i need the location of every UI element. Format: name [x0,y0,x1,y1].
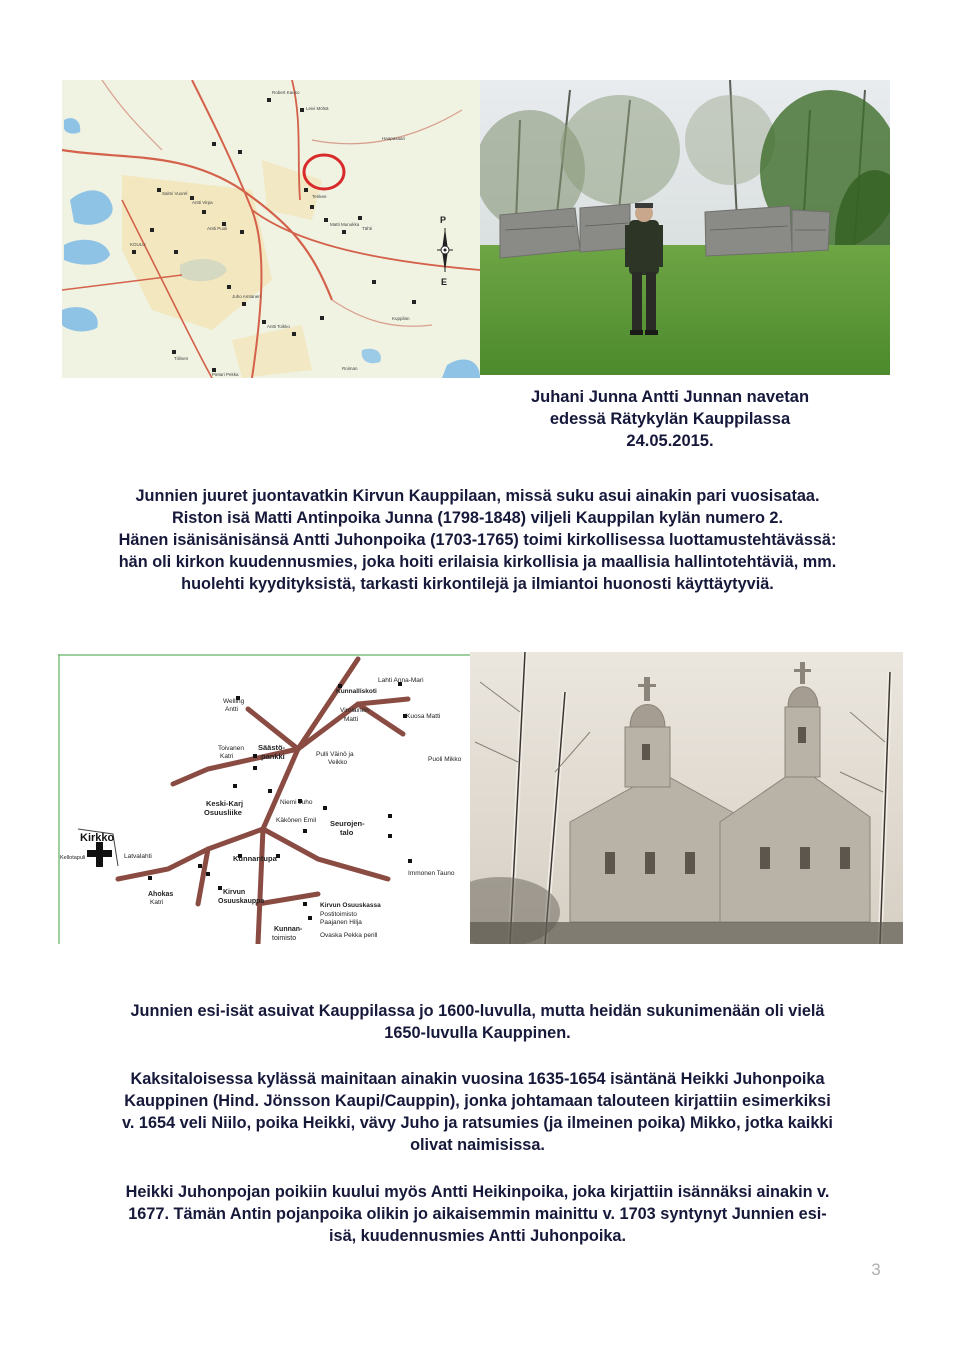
svg-text:Kuppilan: Kuppilan [392,316,410,321]
paragraph-line: 1677. Tämän Antin pojanpoika olikin jo aikaisemmin mainittu v. 1703 syntynyt Junnien esi- [128,1205,827,1223]
label-immonen: Immonen Tauno [408,870,455,877]
paragraph-line: v. 1654 veli Niilo, poika Heikki, vävy Juho ja ratsumies (ja ilmeinen poika) Mikko, jotka kaikki [122,1114,833,1132]
label-osuusliike: Osuusliike [204,808,242,817]
compass-north-label: P [440,215,447,225]
label-kunnan: Kunnan- [274,926,303,933]
svg-text:Tiilinen: Tiilinen [174,356,189,361]
label-kuosa: Kuosa Matti [406,713,441,720]
paragraph-line: Riston isä Matti Antinpoika Junna (1798-1848) viljeli Kauppilan kylän numero 2. [172,509,783,527]
region-map [62,80,480,378]
svg-text:Roiman: Roiman [342,366,358,371]
paragraph-roots [60,485,895,595]
label-kunnantupa: Kunnantupa [233,854,277,863]
label-matti: Matti [344,716,359,723]
label-welling: Welling [223,698,245,705]
svg-text:Antti Puoli: Antti Puoli [207,226,228,231]
barn-ruin-photo [480,80,890,375]
label-keskikarj: Keski-Karj [206,799,244,808]
paragraph-line: olivat naimisissa. [410,1136,545,1154]
paragraph-line: huolehti kyydityksistä, tarkasti kirkontilejä ja ilmiantoi huonosti käyttäytyviä. [181,575,774,593]
caption-line: 24.05.2015. [626,432,714,450]
caption-line: edessä Rätykylän Kauppilassa [549,410,791,428]
label-saasto: Säästö- [258,743,286,752]
paragraph-ancestors [60,1000,895,1044]
paragraph-village [60,1068,895,1156]
label-kirkko: Kirkko [80,832,115,844]
svg-text:Leivi Mölsä: Leivi Mölsä [306,106,329,111]
svg-text:Antti Toikko: Antti Toikko [267,324,290,329]
paragraph-line: Junnien esi-isät asuivat Kauppilassa jo 1600-luvulla, mutta heidän sukunimenään oli vielä [130,1002,825,1020]
label-talo: talo [340,828,354,837]
label-kirvun-osuuskassa: Kirvun Osuuskassa [320,902,381,909]
label-kirvun: Kirvun [223,889,246,896]
paragraph-line: Junnien juuret juontavatkin Kirvun Kauppilaan, missä suku asui ainakin pari vuosisataa. [135,487,820,505]
svg-text:Pietari Pekka: Pietari Pekka [212,372,239,377]
paragraph-line: Kaksitaloisessa kylässä mainitaan ainakin vuosina 1635-1654 isäntänä Heikki Juhonpoika [130,1070,825,1088]
label-pankki: pankki [261,752,285,761]
page-number: 3 [871,1260,881,1279]
compass-east-label: E [441,277,448,287]
label-niemi: Niemi Juho [280,799,313,806]
label-kakonen: Käkönen Emil [276,817,317,824]
svg-text:Antti Virpa: Antti Virpa [192,200,213,205]
label-ahokas: Ahokas [148,891,174,898]
label-ovaska: Ovaska Pekka perill [320,932,378,939]
village-sketch-map [58,654,472,944]
label-postitoimisto: Postitoimisto [320,911,357,918]
label-toimisto: toimisto [272,935,297,942]
label-kellotapuli: Kellotapuli [60,855,86,861]
paragraph-line: Heikki Juhonpojan poikiin kuului myös Antti Heikinpoika, joka kirjattiin isännäksi ainakin v. [125,1183,830,1201]
label-katri2: Katri [150,899,164,906]
paragraph-line: Hänen isänisänisänsä Antti Juhonpoika (1703-1765) toimi kirkollisessa luottamustehtävässä: [118,531,837,549]
label-virolainen: Virolainen [340,707,369,714]
photo-caption [510,386,830,452]
svg-text:Tenkee: Tenkee [312,194,327,199]
svg-text:Juho Amtanen: Juho Amtanen [232,294,261,299]
caption-line: Juhani Junna Antti Junnan navetan [530,388,810,406]
label-latvalahti: Latvalahti [124,853,152,860]
svg-text:Matti Munukka: Matti Munukka [330,222,360,227]
paragraph-line: hän oli kirkon kuudennusmies, joka hoiti erilaisia kirkollisia ja maallisia hallintotehtäviä, mm. [118,553,837,571]
label-veikko: Veikko [328,759,348,766]
label-lahti: Lahti Anna-Mari [378,677,424,684]
label-pulli: Pulli Väinö ja [316,751,354,758]
svg-text:Haapasaari: Haapasaari [382,136,406,141]
label-toivanen: Toivanen [218,745,245,752]
label-katri: Katri [220,753,234,760]
paragraph-heikki [60,1181,895,1247]
church-photo [470,652,903,944]
label-seurojen: Seurojen- [330,819,365,828]
svg-text:Tähti: Tähti [362,226,373,231]
paragraph-line: 1650-luvulla Kauppinen. [384,1024,571,1042]
paragraph-line: isä, kuudennusmies Antti Juhonpoika. [328,1227,627,1245]
paragraph-line: Kauppinen (Hind. Jönsson Kaupi/Cauppin), jonka johtamaan talouteen kirjattiin esimerkiksi [124,1092,831,1110]
label-antti: Antti [225,706,239,713]
label-puolakka: Puoli Mikko [428,756,462,763]
svg-text:KOULU: KOULU [130,242,146,247]
svg-text:Salmi Vuorel: Salmi Vuorel [162,191,188,196]
svg-text:Robert Kauko: Robert Kauko [272,90,300,95]
label-kunnalliskoti: Kunnalliskoti [336,688,377,695]
label-osuuskauppa: Osuuskauppa [218,898,265,905]
label-paajanen: Paajanen Hilja [320,919,362,926]
